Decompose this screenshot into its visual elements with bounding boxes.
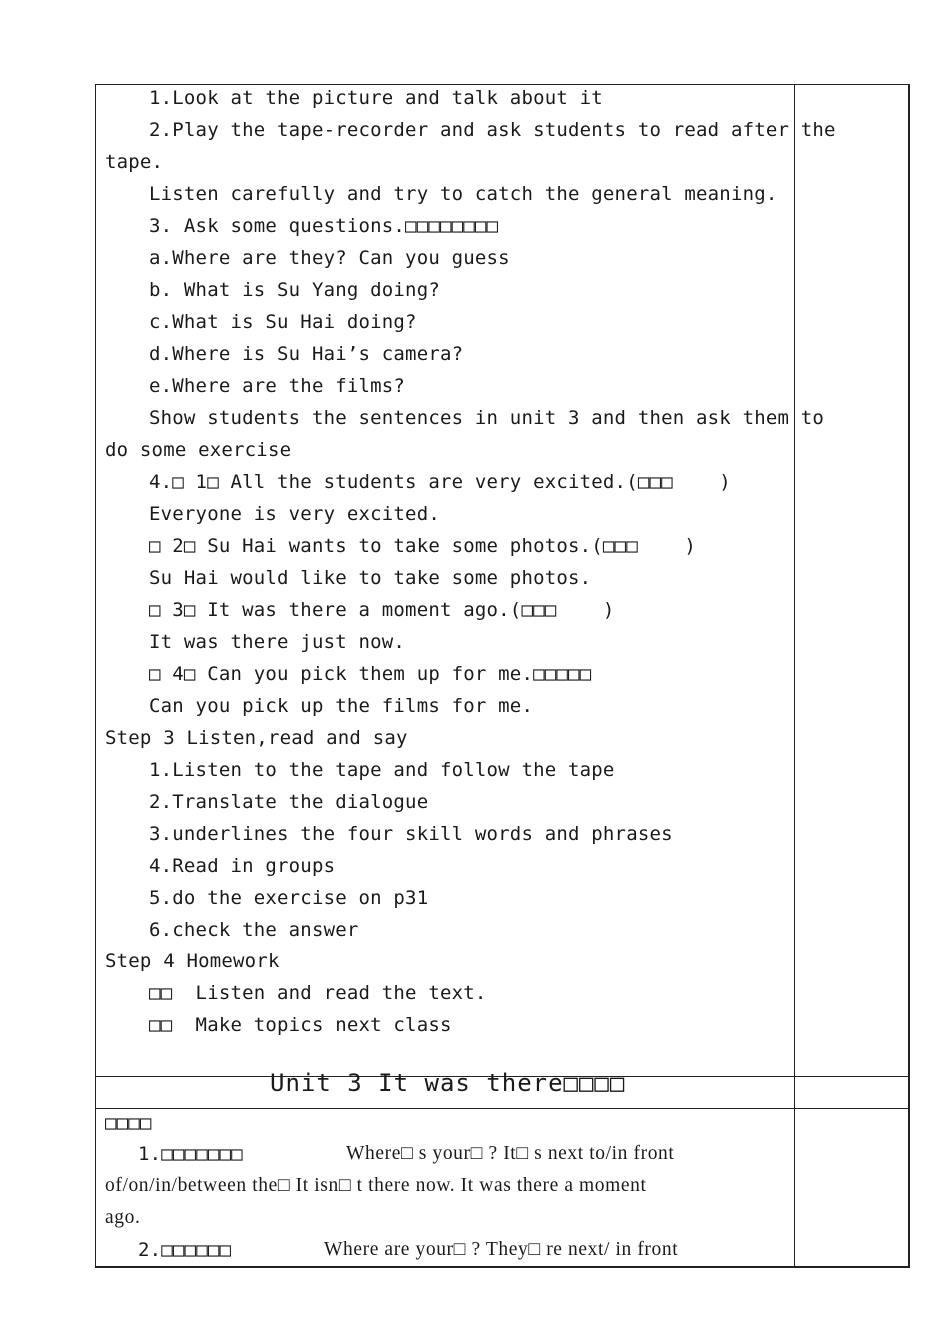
step-line: 1.Look at the picture and talk about it (149, 87, 603, 109)
step-line: tape. (105, 151, 164, 173)
step-line: 3. Ask some questions.□□□□□□□□ (149, 215, 499, 237)
exercise-line: It was there just now. (149, 631, 406, 653)
board-label: 1.□□□□□□□ (138, 1143, 243, 1165)
exercise-line: Everyone is very excited. (149, 503, 440, 525)
step-line: Show students the sentences in unit 3 and then ask them to (149, 407, 825, 429)
board-sentence: Where□ s your□ ? It□ s next to/in front (346, 1143, 675, 1164)
question-line: c.What is Su Hai doing? (149, 311, 417, 333)
board-sentence: of/on/in/between the□ It isn□ t there now. It was there a moment (105, 1175, 647, 1196)
board-design-title: Unit 3 It was there□□□□ (270, 1069, 626, 1097)
homework-line: □□ Make topics next class (149, 1014, 452, 1036)
step-heading: Step 3 Listen,read and say (105, 727, 408, 749)
step-line: 1.Listen to the tape and follow the tape (149, 759, 615, 781)
row-divider-title-bottom (95, 1108, 910, 1109)
exercise-line: □ 2□ Su Hai wants to take some photos.(□□□ ) (149, 535, 697, 557)
step-line: 2.Play the tape-recorder and ask students to read after the (149, 119, 836, 141)
homework-line: □□ Listen and read the text. (149, 982, 487, 1004)
step-line: 2.Translate the dialogue (149, 791, 429, 813)
step-line: 4.Read in groups (149, 855, 336, 877)
notes-column-divider (794, 84, 795, 1268)
question-line: a.Where are they? Can you guess (149, 247, 510, 269)
board-sentence: Where are your□ ? They□ re next/ in front (324, 1239, 679, 1260)
board-sentence: ago. (105, 1207, 141, 1228)
step-line: 5.do the exercise on p31 (149, 887, 429, 909)
step-heading: Step 4 Homework (105, 950, 280, 972)
question-line: d.Where is Su Hai’s camera? (149, 343, 464, 365)
question-line: e.Where are the films? (149, 375, 406, 397)
step-line: Listen carefully and try to catch the general meaning. (149, 183, 778, 205)
exercise-line: □ 4□ Can you pick them up for me.□□□□□ (149, 663, 592, 685)
step-line: 3.underlines the four skill words and phrases (149, 823, 673, 845)
board-heading: □□□□ (105, 1112, 152, 1134)
step-line: do some exercise (105, 439, 292, 461)
exercise-line: □ 3□ It was there a moment ago.(□□□ ) (149, 599, 615, 621)
board-label: 2.□□□□□□ (138, 1239, 232, 1261)
exercise-line: 4.□ 1□ All the students are very excited.(□□□ ) (149, 471, 731, 493)
step-line: 6.check the answer (149, 919, 359, 941)
question-line: b. What is Su Yang doing? (149, 279, 440, 301)
exercise-line: Can you pick up the films for me. (149, 695, 534, 717)
exercise-line: Su Hai would like to take some photos. (149, 567, 592, 589)
